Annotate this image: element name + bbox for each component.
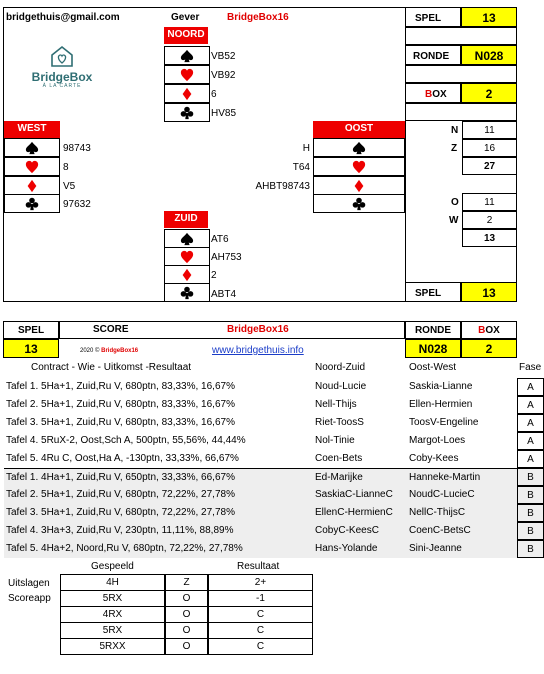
row-nz: EllenC-HermienC [315, 507, 393, 518]
spel-label: SPEL [405, 7, 461, 27]
noord-diamonds-cell [164, 84, 210, 103]
row-contract: Tafel 3. 5Ha+1, Zuid,Ru V, 680ptn, 83,33%, 16,67% [6, 417, 235, 428]
row-nz: CobyC-KeesC [315, 525, 379, 536]
west-diamonds-cell [4, 176, 60, 195]
noord-clubs-cell [164, 103, 210, 122]
house-heart-icon [49, 44, 75, 68]
uitslag-contract: 5RXX [60, 638, 165, 655]
spel-value: 13 [461, 7, 517, 27]
heart-icon [180, 68, 194, 82]
ronde-label: RONDE [405, 45, 461, 65]
table-row [4, 378, 544, 396]
heart-icon [180, 250, 194, 264]
oost-diamonds-cell [313, 176, 405, 195]
uitslag-who: O [165, 638, 208, 655]
row-contract: Tafel 1. 4Ha+1, Zuid,Ru V, 650ptn, 33,33%, 66,67% [6, 472, 235, 483]
heart-icon [352, 160, 366, 174]
row-ow: ToosV-Engeline [409, 417, 479, 428]
zuid-clubs: ABT4 [211, 289, 237, 300]
club-icon [180, 286, 194, 300]
score-ronde-value: N028 [405, 339, 461, 358]
col-resultaat: Resultaat [237, 561, 280, 572]
table-row [4, 522, 544, 540]
row-contract: Tafel 5. 4Ru C, Oost,Ha A, -130ptn, 33,33%, 66,67% [6, 453, 239, 464]
west-hearts: 8 [63, 162, 69, 173]
club-icon [352, 197, 366, 211]
oost-hearts-cell [313, 157, 405, 176]
west-diamonds: V5 [63, 181, 76, 192]
row-fase: A [517, 450, 544, 468]
table-row [4, 468, 544, 487]
uitslag-who: O [165, 590, 208, 607]
spade-icon [352, 141, 366, 155]
row-contract: Tafel 5. 4Ha+2, Noord,Ru V, 680ptn, 72,22%, 27,78% [6, 543, 243, 554]
row-contract: Tafel 4. 5RuX-2, Oost,Sch A, 500ptn, 55,56%, 44,44% [6, 435, 246, 446]
zuid-diamonds: 2 [211, 270, 217, 281]
uitslag-who: O [165, 606, 208, 623]
uitslag-result: C [208, 638, 313, 655]
row-ow: CoenC-BetsC [409, 525, 471, 536]
spade-icon [180, 232, 194, 246]
uitslag-who: O [165, 622, 208, 639]
spade-icon [180, 49, 194, 63]
row-nz: SaskiaC-LianneC [315, 489, 393, 500]
row-ow: Coby-Kees [409, 453, 459, 464]
noord-hearts: VB92 [211, 70, 236, 81]
oost-spades-cell [313, 138, 405, 157]
uitslag-result: C [208, 606, 313, 623]
table-row [4, 414, 544, 432]
table-row [4, 504, 544, 522]
row-fase: A [517, 396, 544, 414]
row-fase: B [517, 486, 544, 504]
tricks-n-value: 11 [462, 121, 517, 139]
col-nz: Noord-Zuid [315, 362, 366, 373]
tricks-w-value: 2 [462, 211, 517, 229]
zuid-spades: AT6 [211, 234, 229, 245]
scoreapp-label: Scoreapp [8, 593, 51, 604]
spacer-3 [405, 103, 517, 121]
noord-hearts-cell [164, 65, 210, 84]
noord-label: NOORD [164, 27, 208, 44]
row-contract: Tafel 2. 5Ha+1, Zuid,Ru V, 680ptn, 72,22%, 27,78% [6, 489, 235, 500]
zuid-hearts-cell [164, 247, 210, 266]
oost-hearts: T64 [292, 162, 310, 173]
table-row [4, 450, 544, 468]
diamond-icon [180, 87, 194, 101]
zuid-clubs-cell [164, 283, 210, 302]
noord-spades-cell [164, 46, 210, 65]
uitslag-result: -1 [208, 590, 313, 607]
logo [28, 44, 96, 92]
club-icon [25, 197, 39, 211]
oost-clubs-cell [313, 194, 405, 213]
row-fase: B [517, 468, 544, 486]
score-ronde-label: RONDE [405, 321, 461, 339]
row-nz: Coen-Bets [315, 453, 363, 464]
diamond-icon [352, 179, 366, 193]
score-label: SCORE [93, 324, 129, 335]
uitslag-contract: 5RX [60, 622, 165, 639]
oost-diamonds: AHBT98743 [255, 181, 310, 192]
spade-icon [25, 141, 39, 155]
row-nz: Nell-Thijs [315, 399, 357, 410]
score-brand: BridgeBox16 [227, 324, 289, 335]
spacer-2 [405, 65, 517, 83]
noord-spades: VB52 [211, 51, 236, 62]
col-fase: Fase [519, 362, 542, 373]
row-ow: Hanneke-Martin [409, 472, 481, 483]
spacer-1 [405, 27, 517, 45]
uitslag-result: 2+ [208, 574, 313, 591]
club-icon [180, 106, 194, 120]
row-contract: Tafel 4. 3Ha+3, Zuid,Ru V, 230ptn, 11,11%, 88,89% [6, 525, 234, 536]
score-box-label: BOX [461, 321, 517, 339]
zuid-spades-cell [164, 229, 210, 248]
website-link[interactable]: www.bridgethuis.info [212, 345, 304, 356]
row-ow: NellC-ThijsC [409, 507, 466, 518]
uitslag-contract: 4H [60, 574, 165, 591]
row-contract: Tafel 3. 5Ha+1, Zuid,Ru V, 680ptn, 72,22%, 27,78% [6, 507, 235, 518]
uitslag-who: Z [165, 574, 208, 591]
score-spel-value: 13 [3, 339, 59, 358]
tricks-ow-total: 13 [462, 229, 517, 247]
row-fase: B [517, 504, 544, 522]
ronde-value: N028 [461, 45, 517, 65]
table-row [4, 432, 544, 450]
tricks-o-value: 11 [462, 193, 517, 211]
diamond-icon [25, 179, 39, 193]
row-ow: Sini-Jeanne [409, 543, 462, 554]
oost-label: OOST [313, 121, 405, 138]
west-label: WEST [4, 121, 60, 138]
score-spel-label: SPEL [3, 321, 59, 339]
tricks-z-value: 16 [462, 139, 517, 157]
row-nz: Riet-ToosS [315, 417, 364, 428]
heart-icon [25, 160, 39, 174]
row-fase: B [517, 522, 544, 540]
copyright-text: 2020 © BridgeBox16 [80, 348, 139, 354]
uitslag-contract: 5RX [60, 590, 165, 607]
row-ow: Saskia-Lianne [409, 381, 473, 392]
row-fase: A [517, 414, 544, 432]
row-fase: A [517, 378, 544, 396]
noord-clubs: HV85 [211, 108, 237, 119]
email-text: bridgethuis@gmail.com [6, 12, 120, 23]
zuid-hearts: AH753 [211, 252, 242, 263]
uitslagen-label: Uitslagen [8, 578, 50, 589]
spel-value-bottom: 13 [461, 282, 517, 302]
west-spades-cell [4, 138, 60, 157]
header-brand: BridgeBox16 [227, 12, 289, 23]
spel-label-bottom: SPEL [405, 282, 461, 302]
col-ow: Oost-West [409, 362, 457, 373]
tricks-n-label: N [451, 125, 459, 136]
col-gespeeld: Gespeeld [91, 561, 134, 572]
uitslag-contract: 4RX [60, 606, 165, 623]
uitslag-result: C [208, 622, 313, 639]
row-nz: Ed-Marijke [315, 472, 363, 483]
table-row [4, 486, 544, 504]
noord-diamonds: 6 [211, 89, 217, 100]
tricks-o-label: O [451, 197, 459, 208]
gever-label: Gever [171, 12, 200, 23]
row-contract: Tafel 1. 5Ha+1, Zuid,Ru V, 680ptn, 83,33%, 16,67% [6, 381, 235, 392]
oost-spades: H [302, 143, 310, 154]
score-box-value: 2 [461, 339, 517, 358]
row-contract: Tafel 2. 5Ha+1, Zuid,Ru V, 680ptn, 83,33%, 16,67% [6, 399, 235, 410]
west-clubs: 97632 [63, 199, 91, 210]
diamond-icon [180, 268, 194, 282]
row-nz: Noud-Lucie [315, 381, 367, 392]
tricks-nz-total: 27 [462, 157, 517, 175]
west-clubs-cell [4, 194, 60, 213]
table-row [4, 396, 544, 414]
row-fase: B [517, 540, 544, 558]
zuid-diamonds-cell [164, 265, 210, 284]
row-ow: Margot-Loes [409, 435, 466, 446]
row-ow: Ellen-Hermien [409, 399, 473, 410]
row-nz: Hans-Yolande [315, 543, 378, 554]
logo-text: BridgeBox [31, 70, 93, 84]
box-label: BOX [405, 83, 461, 103]
logo-subtext: À LA CARTE [42, 83, 82, 89]
row-fase: A [517, 432, 544, 450]
west-hearts-cell [4, 157, 60, 176]
row-ow: NoudC-LucieC [409, 489, 475, 500]
col-contract: Contract - Wie - Uitkomst -Resultaat [31, 362, 192, 373]
tricks-w-label: W [449, 215, 459, 226]
box-value: 2 [461, 83, 517, 103]
table-row [4, 540, 544, 558]
row-nz: Nol-Tinie [315, 435, 355, 446]
west-spades: 98743 [63, 143, 91, 154]
zuid-label: ZUID [164, 211, 208, 228]
tricks-z-label: Z [451, 143, 458, 154]
